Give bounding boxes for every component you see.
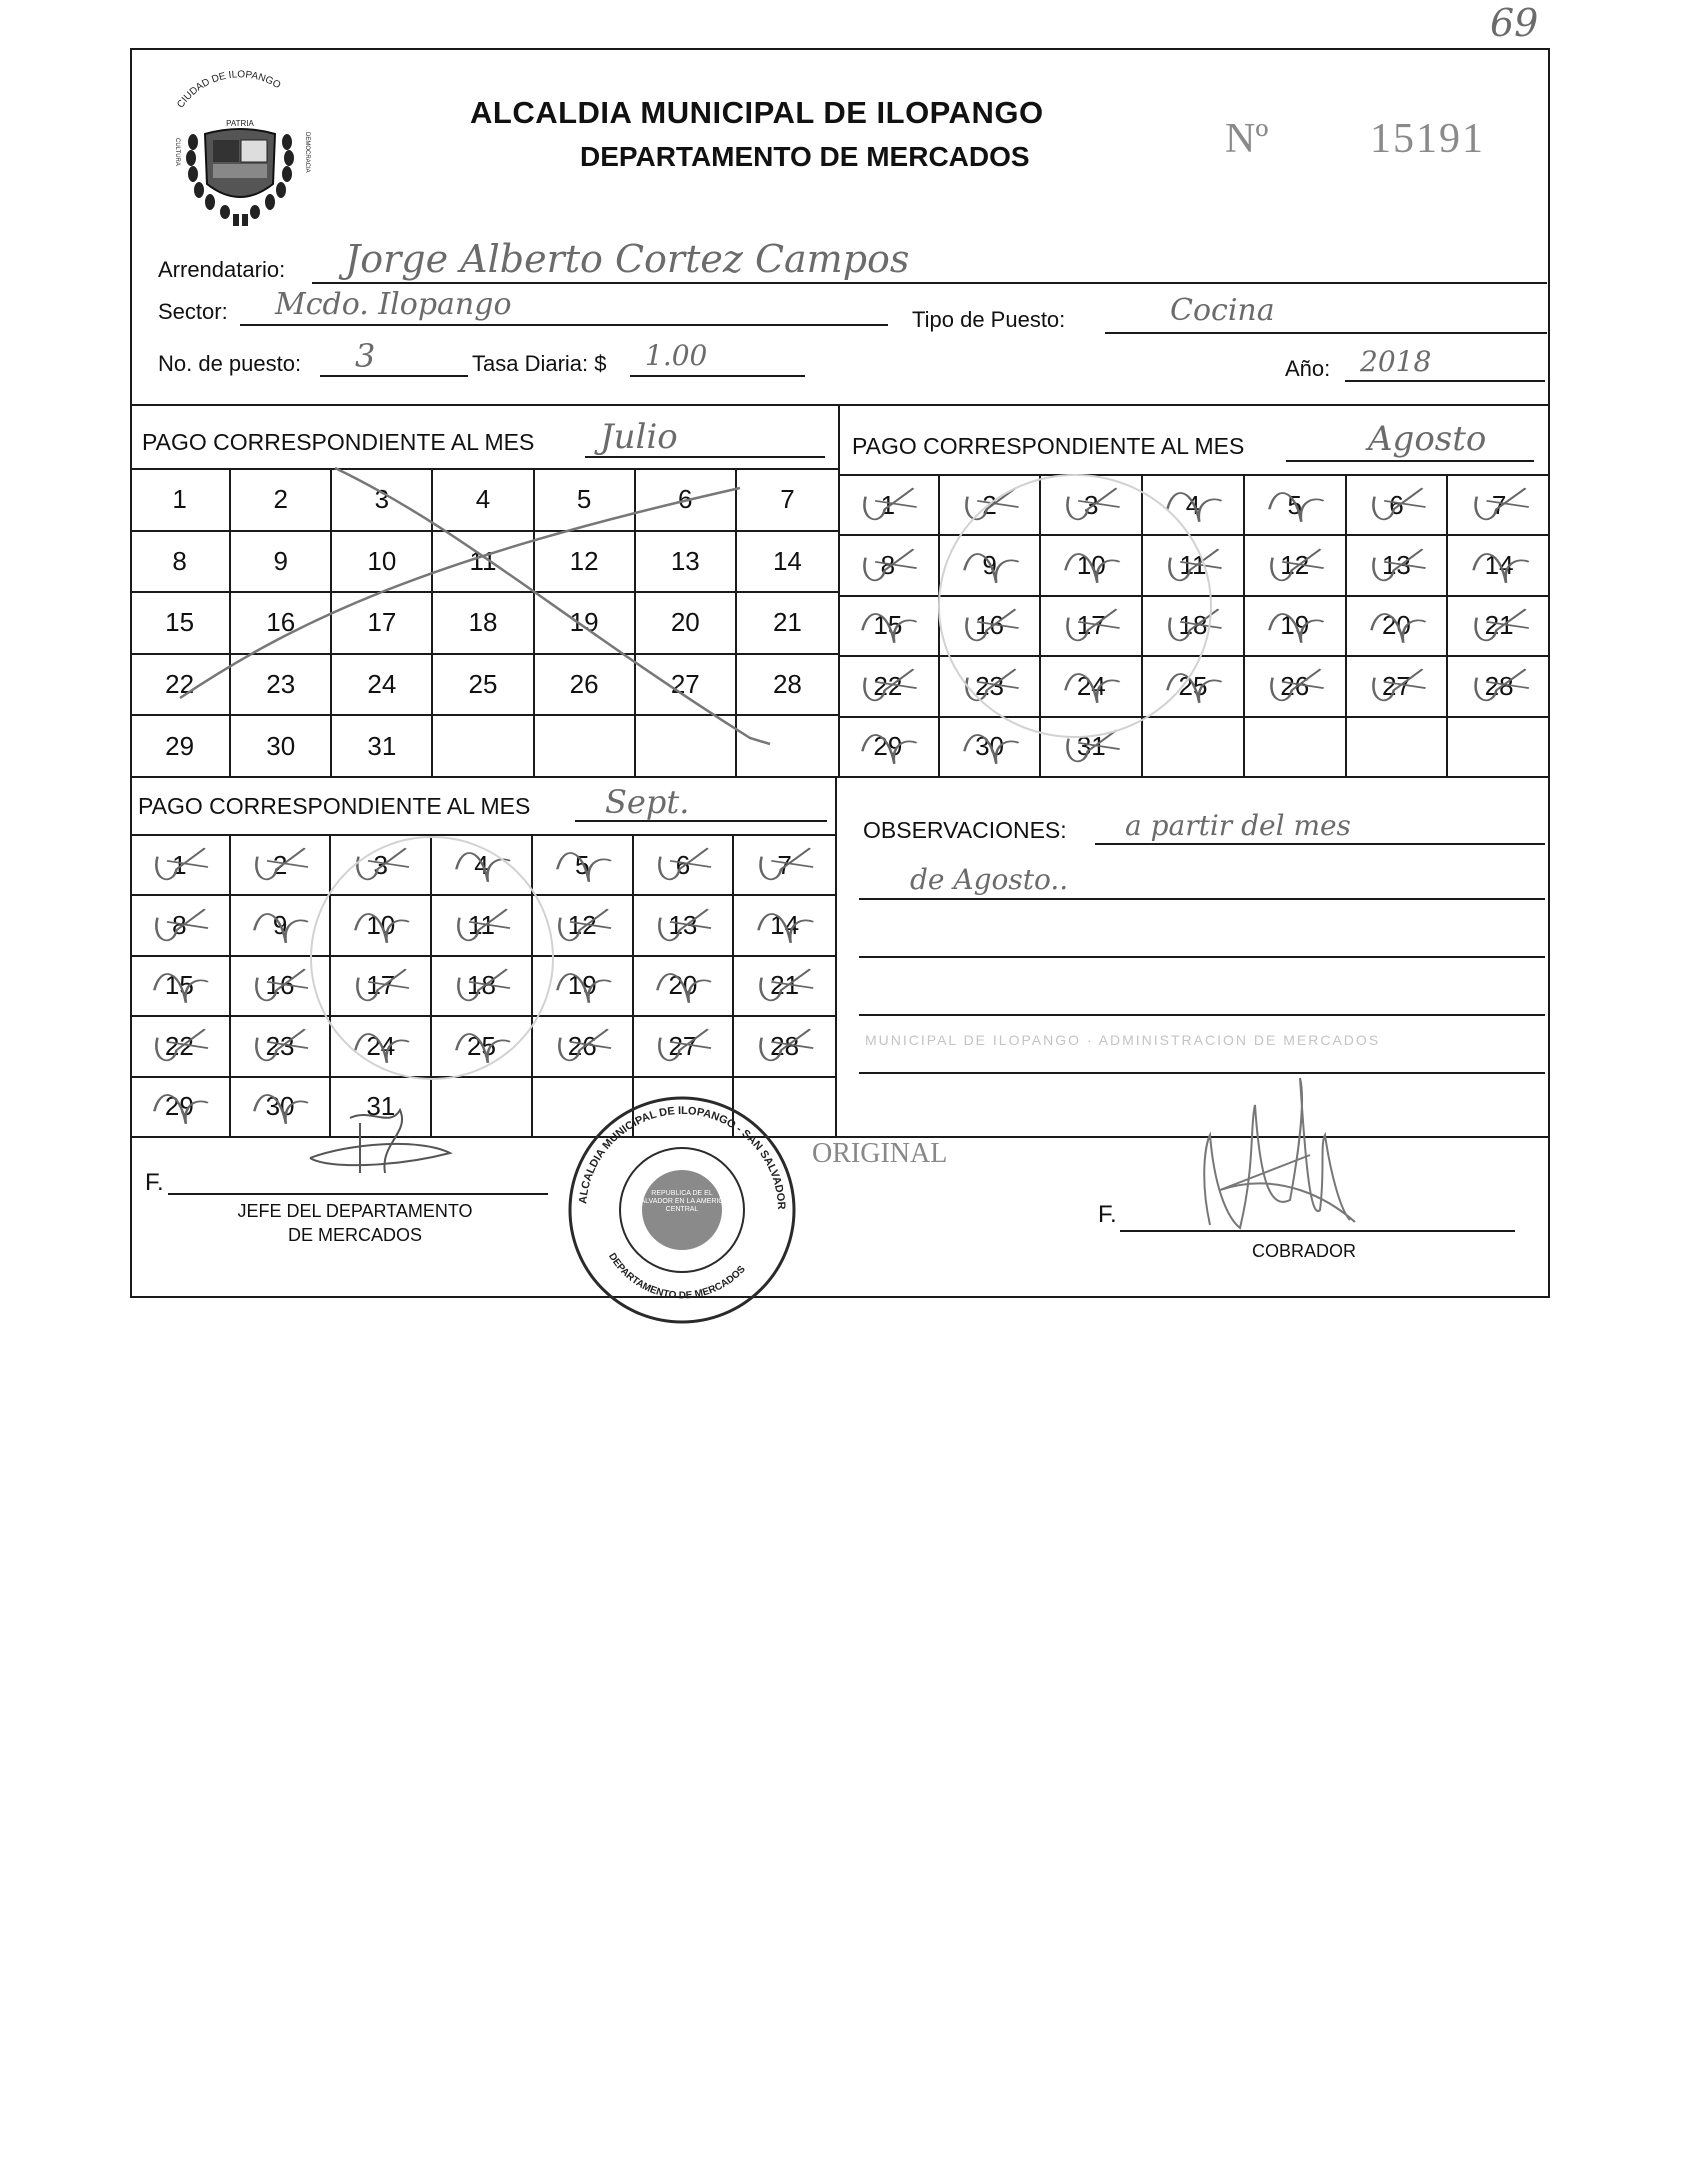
- emblem-arc-text: CIUDAD DE ILOPANGO: [175, 69, 283, 111]
- day-number: 31: [367, 730, 397, 761]
- day-number: 2: [982, 489, 997, 520]
- day-number: 30: [266, 730, 296, 761]
- day-cell[interactable]: [634, 957, 735, 1017]
- day-number: 12: [1280, 550, 1310, 581]
- day-number: 30: [265, 1091, 295, 1122]
- sector-label: Sector:: [158, 299, 228, 324]
- day-number: 31: [366, 1091, 396, 1122]
- day-cell[interactable]: [838, 476, 940, 536]
- observaciones-line-4[interactable]: [859, 1014, 1545, 1016]
- day-number: 22: [873, 670, 903, 701]
- department-title: DEPARTAMENTO DE MERCADOS: [580, 141, 1030, 172]
- day-cell[interactable]: [533, 1017, 634, 1077]
- sector-field[interactable]: Mcdo. Ilopango: [275, 287, 512, 322]
- day-number: 4: [1185, 489, 1201, 520]
- day-cell[interactable]: [331, 1017, 432, 1077]
- faint-seal-text: MUNICIPAL DE ILOPANGO · ADMINISTRACION DE MERCADOS: [865, 1032, 1381, 1048]
- day-cell[interactable]: [634, 836, 735, 896]
- anio-line: [1345, 380, 1545, 382]
- day-cell[interactable]: [130, 1017, 231, 1077]
- month-name-line: [1286, 460, 1534, 462]
- day-cell[interactable]: [231, 1017, 332, 1077]
- day-number: 28: [770, 1030, 800, 1061]
- empty-cell: [1448, 718, 1550, 778]
- observaciones-label: OBSERVACIONES:: [863, 817, 1067, 843]
- day-cell[interactable]: [838, 536, 940, 596]
- day-number: 15: [165, 607, 195, 638]
- institution-title: ALCALDIA MUNICIPAL DE ILOPANGO: [470, 95, 1044, 130]
- day-number: 9: [982, 550, 997, 581]
- day-cell[interactable]: [231, 896, 332, 956]
- day-number: 26: [569, 669, 599, 700]
- day-cell[interactable]: [130, 957, 231, 1017]
- day-number: 7: [1491, 489, 1507, 520]
- month-heading: PAGO CORRESPONDIENTE AL MES: [142, 429, 535, 455]
- cobrador-signature-line[interactable]: [1120, 1230, 1515, 1232]
- day-number: 7: [777, 849, 792, 880]
- day-number: 4: [475, 484, 491, 515]
- day-cell[interactable]: [331, 836, 432, 896]
- day-number: 19: [1280, 610, 1310, 641]
- month-block-septiembre: [130, 776, 835, 1136]
- day-number: 12: [567, 910, 597, 941]
- day-cell[interactable]: [940, 476, 1042, 536]
- day-cell[interactable]: [1041, 657, 1143, 717]
- day-cell[interactable]: [1448, 476, 1550, 536]
- arrendatario-line: [312, 282, 1547, 284]
- month-name[interactable]: Sept.: [605, 783, 690, 821]
- day-number: 17: [1076, 610, 1106, 641]
- day-number: 13: [1381, 550, 1411, 581]
- day-number: 2: [272, 849, 288, 880]
- tasa-diaria-line: [630, 375, 805, 377]
- day-cell[interactable]: [432, 836, 533, 896]
- day-number: 22: [164, 1030, 194, 1061]
- cross-out-mark: [130, 468, 838, 776]
- day-cell[interactable]: [432, 957, 533, 1017]
- day-cell[interactable]: [1143, 476, 1245, 536]
- day-number: 24: [366, 1030, 396, 1061]
- tipo-puesto-label: Tipo de Puesto:: [912, 307, 1066, 332]
- day-number: 5: [576, 484, 592, 515]
- seal-outer-text: ALCALDIA MUNICIPAL DE ILOPANGO - SAN SALVADOR: [577, 1104, 788, 1210]
- day-cell[interactable]: [1041, 718, 1143, 778]
- anio-field[interactable]: 2018: [1360, 345, 1432, 378]
- cobrador-title: COBRADOR: [1252, 1241, 1357, 1261]
- observaciones-line-3[interactable]: [859, 956, 1545, 958]
- day-number: 27: [668, 1030, 698, 1061]
- jefe-signature: [290, 1098, 460, 1178]
- day-grid: [838, 474, 1550, 778]
- day-number: 1: [880, 489, 896, 520]
- jefe-title-2: DE MERCADOS: [287, 1225, 422, 1245]
- day-cell[interactable]: [734, 896, 835, 956]
- day-number: 15: [873, 610, 903, 641]
- left-sign-prefix: F.: [145, 1169, 164, 1196]
- day-cell[interactable]: [432, 896, 533, 956]
- day-number: 28: [1484, 670, 1514, 701]
- day-number: 25: [1178, 670, 1208, 701]
- day-number: 29: [164, 1091, 194, 1122]
- day-cell[interactable]: [838, 657, 940, 717]
- day-cell[interactable]: [940, 597, 1042, 657]
- day-cell[interactable]: [331, 957, 432, 1017]
- empty-cell: [1347, 718, 1449, 778]
- day-number: 24: [367, 669, 397, 700]
- day-cell[interactable]: [1245, 597, 1347, 657]
- day-number: 23: [975, 670, 1005, 701]
- day-number: 19: [569, 607, 599, 638]
- folio-label: Nº: [1225, 116, 1269, 162]
- day-cell[interactable]: [1245, 476, 1347, 536]
- day-number: 18: [467, 970, 496, 1001]
- day-number: 1: [172, 849, 187, 880]
- day-number: 19: [567, 970, 597, 1001]
- day-number: 25: [468, 669, 498, 700]
- day-number: 23: [265, 1030, 295, 1061]
- day-number: 10: [367, 545, 397, 576]
- day-number: 4: [474, 849, 489, 880]
- day-cell[interactable]: [1448, 536, 1550, 596]
- month-block-agosto: [838, 404, 1550, 776]
- official-seal: [562, 1090, 802, 1330]
- day-number: 23: [266, 669, 296, 700]
- day-number: 8: [172, 545, 187, 576]
- tipo-puesto-line: [1105, 332, 1547, 334]
- day-number: 7: [780, 484, 795, 515]
- day-number: 18: [468, 607, 498, 638]
- day-number: 21: [770, 970, 800, 1001]
- day-number: 8: [880, 550, 896, 581]
- day-number: 1: [172, 484, 187, 515]
- seal-inner-text: DEPARTAMENTO DE MERCADOS: [606, 1251, 748, 1302]
- tasa-diaria-label: Tasa Diaria: $: [472, 351, 607, 376]
- day-number: 3: [374, 484, 390, 515]
- folio-number: 15191: [1370, 116, 1485, 162]
- day-number: 18: [1178, 610, 1208, 641]
- day-cell[interactable]: [231, 836, 332, 896]
- day-cell[interactable]: [533, 836, 634, 896]
- day-number: 9: [273, 545, 288, 576]
- observaciones-text-1[interactable]: a partir del mes: [1125, 809, 1351, 842]
- observaciones-text-2[interactable]: de Agosto..: [910, 863, 1069, 896]
- day-number: 21: [1484, 610, 1514, 641]
- empty-cell: [1245, 718, 1347, 778]
- day-cell[interactable]: [1347, 536, 1449, 596]
- emblem-right-text: DEMOCRACIA: [304, 132, 310, 173]
- day-cell[interactable]: [1245, 657, 1347, 717]
- day-number: 10: [366, 910, 396, 941]
- month-heading: PAGO CORRESPONDIENTE AL MES: [138, 793, 531, 819]
- day-cell[interactable]: [1143, 597, 1245, 657]
- day-cell[interactable]: [533, 957, 634, 1017]
- month-name[interactable]: Agosto: [1368, 419, 1487, 459]
- page-number-annotation: 69: [1490, 1, 1539, 45]
- cobrador-signature: [1180, 1070, 1380, 1230]
- day-number: 29: [165, 730, 195, 761]
- month-block-julio: [130, 404, 838, 776]
- day-cell[interactable]: [1347, 597, 1449, 657]
- copy-label: ORIGINAL: [812, 1138, 948, 1169]
- no-puesto-field[interactable]: 3: [355, 337, 376, 375]
- tipo-puesto-field[interactable]: Cocina: [1170, 293, 1275, 328]
- day-number: 16: [975, 610, 1005, 641]
- day-number: 6: [678, 484, 693, 515]
- day-number: 29: [873, 731, 903, 762]
- day-cell[interactable]: [940, 657, 1042, 717]
- day-number: 11: [467, 910, 495, 941]
- day-cell[interactable]: [634, 896, 735, 956]
- day-number: 17: [367, 607, 397, 638]
- day-cell[interactable]: [533, 896, 634, 956]
- day-cell[interactable]: [130, 1078, 231, 1138]
- day-cell[interactable]: [1347, 476, 1449, 536]
- day-number: 25: [467, 1030, 496, 1061]
- day-cell[interactable]: [838, 718, 940, 778]
- no-puesto-line: [320, 375, 468, 377]
- day-number: 8: [172, 910, 187, 941]
- emblem-motto: PATRIA: [226, 119, 254, 128]
- day-cell[interactable]: [940, 718, 1042, 778]
- day-number: 31: [1076, 731, 1106, 762]
- day-cell[interactable]: [734, 1017, 835, 1077]
- day-number: 27: [670, 669, 700, 700]
- jefe-title-1: JEFE DEL DEPARTAMENTO: [237, 1201, 473, 1221]
- day-cell[interactable]: [1347, 657, 1449, 717]
- day-cell[interactable]: [1041, 476, 1143, 536]
- day-cell[interactable]: [1041, 597, 1143, 657]
- day-cell[interactable]: [1143, 536, 1245, 596]
- day-number: 14: [1484, 550, 1514, 581]
- day-number: 20: [668, 970, 698, 1001]
- day-number: 16: [265, 970, 295, 1001]
- day-cell[interactable]: [734, 957, 835, 1017]
- empty-cell: [1143, 718, 1245, 778]
- day-number: 16: [266, 607, 296, 638]
- day-cell[interactable]: [940, 536, 1042, 596]
- anio-label: Año:: [1285, 356, 1331, 381]
- day-number: 11: [1179, 550, 1207, 581]
- day-number: 26: [567, 1030, 597, 1061]
- day-number: 27: [1381, 670, 1411, 701]
- day-number: 20: [1381, 610, 1411, 641]
- day-number: 13: [668, 910, 698, 941]
- day-cell[interactable]: [130, 836, 231, 896]
- day-number: 12: [569, 545, 599, 576]
- observaciones-line-1: [1095, 843, 1545, 845]
- sector-line: [240, 324, 888, 326]
- day-cell[interactable]: [1448, 657, 1550, 717]
- day-cell[interactable]: [130, 896, 231, 956]
- day-number: 5: [1287, 489, 1302, 520]
- day-cell[interactable]: [1143, 657, 1245, 717]
- day-number: 21: [772, 607, 802, 638]
- no-puesto-label: No. de puesto:: [158, 351, 302, 376]
- arrendatario-field[interactable]: Jorge Alberto Cortez Campos: [345, 237, 910, 281]
- day-number: 26: [1280, 670, 1310, 701]
- day-number: 20: [670, 607, 700, 638]
- day-number: 15: [164, 970, 194, 1001]
- emblem-left-text: CULTURA: [174, 138, 180, 166]
- day-cell[interactable]: [231, 957, 332, 1017]
- day-cell[interactable]: [1448, 597, 1550, 657]
- day-number: 17: [366, 970, 396, 1001]
- observaciones-line-2: [859, 898, 1545, 900]
- day-number: 9: [272, 910, 288, 941]
- day-number: 2: [273, 484, 288, 515]
- seal-center-text: REPUBLICA DE EL SALVADOR EN LA AMERICA CENTRAL: [635, 1190, 729, 1214]
- day-number: 30: [975, 731, 1005, 762]
- day-cell[interactable]: [838, 597, 940, 657]
- day-number: 22: [165, 669, 195, 700]
- month-heading: PAGO CORRESPONDIENTE AL MES: [852, 433, 1245, 459]
- month-name[interactable]: Julio: [600, 417, 678, 457]
- day-number: 3: [373, 849, 389, 880]
- day-number: 24: [1076, 670, 1106, 701]
- day-number: 5: [574, 849, 590, 880]
- day-number: 14: [772, 545, 802, 576]
- tasa-diaria-field[interactable]: 1.00: [645, 339, 708, 372]
- jefe-signature-line[interactable]: [168, 1193, 548, 1195]
- day-number: 6: [1389, 489, 1404, 520]
- day-number: 28: [772, 669, 802, 700]
- day-cell[interactable]: [432, 1017, 533, 1077]
- right-sign-prefix: F.: [1098, 1201, 1117, 1228]
- day-number: 13: [670, 545, 700, 576]
- day-cell[interactable]: [734, 836, 835, 896]
- day-cell[interactable]: [1041, 536, 1143, 596]
- municipal-coat-of-arms-icon: [160, 69, 320, 240]
- svg-text:DEPARTAMENTO DE MERCADOS: [606, 1251, 748, 1301]
- day-number: 10: [1076, 550, 1106, 581]
- day-cell[interactable]: [1245, 536, 1347, 596]
- arrendatario-label: Arrendatario:: [158, 257, 286, 282]
- day-cell[interactable]: [634, 1017, 735, 1077]
- day-number: 11: [469, 545, 497, 576]
- day-number: 14: [770, 910, 800, 941]
- day-cell[interactable]: [331, 896, 432, 956]
- day-number: 6: [675, 849, 691, 880]
- day-number: 3: [1084, 489, 1099, 520]
